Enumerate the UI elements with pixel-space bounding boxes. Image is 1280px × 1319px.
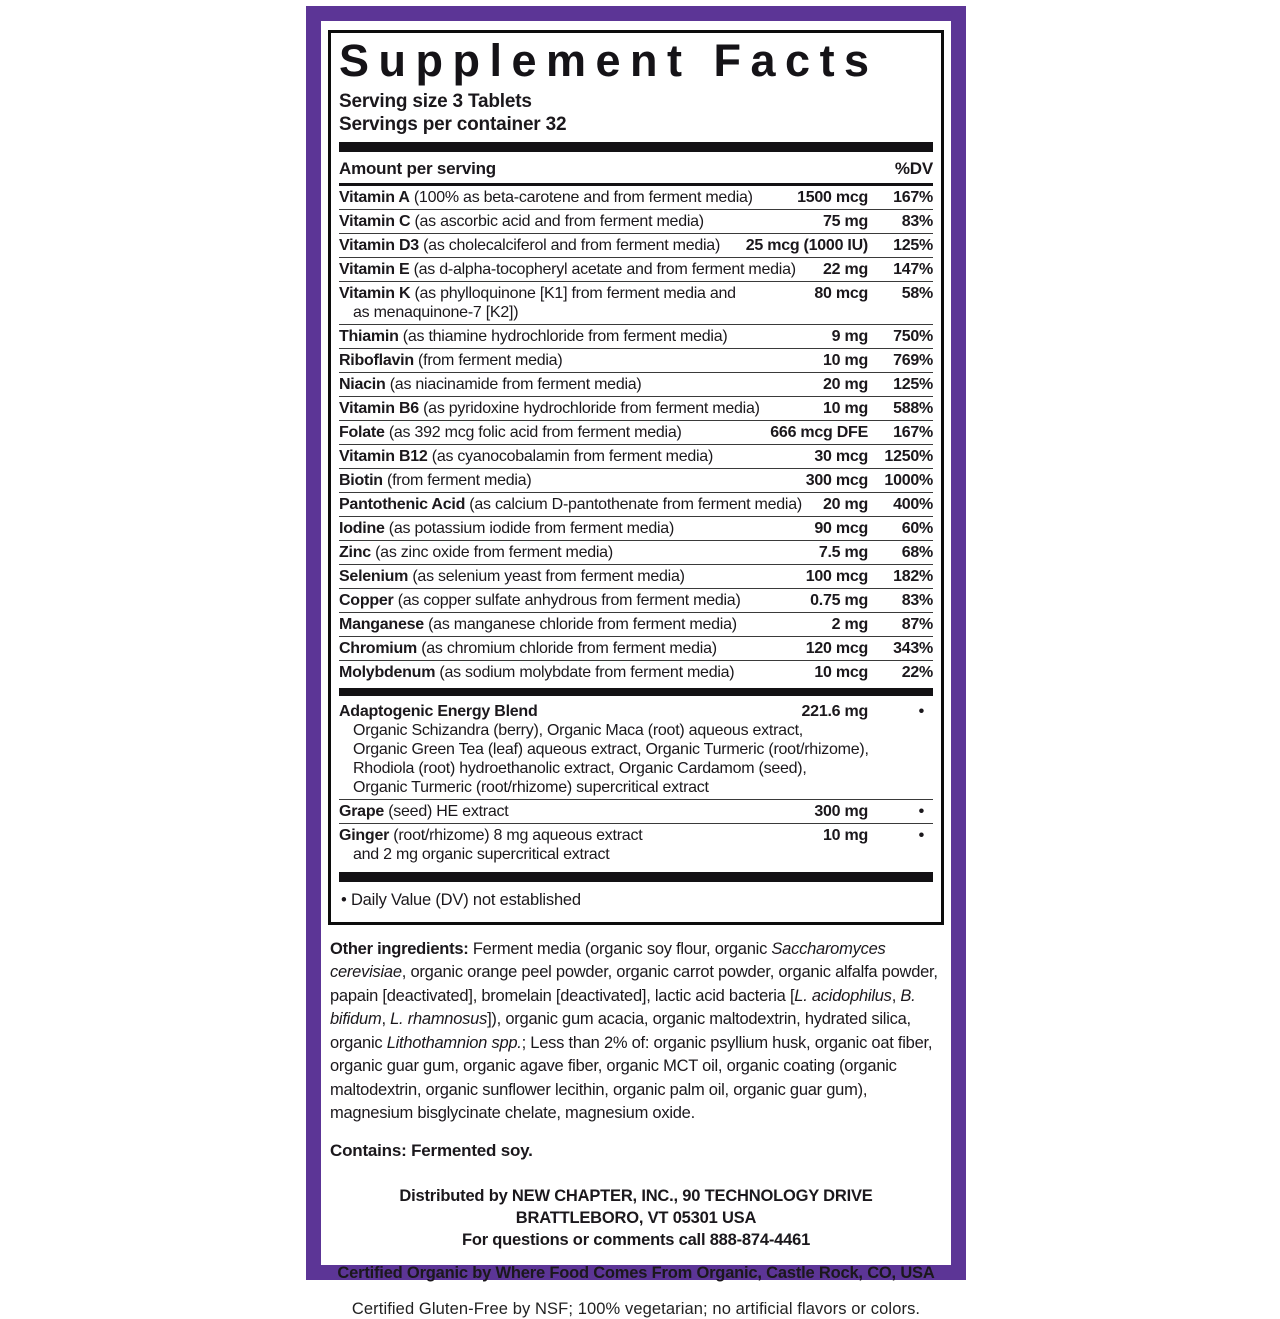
certified-organic-line: Certified Organic by Where Food Comes From Organic, Castle Rock, CO, USA	[337, 1263, 935, 1282]
nutrient-desc: (as zinc oxide from ferment media)	[370, 543, 613, 561]
nutrient-amount: 20 mg	[823, 495, 868, 513]
nutrient-desc: (as phylloquinone [K1] from ferment media and	[410, 284, 736, 302]
nutrient-amount: 10 mcg	[814, 663, 868, 681]
ingredients-text: ,	[891, 986, 901, 1005]
nutrient-desc: (as manganese chloride from ferment media)	[423, 615, 737, 633]
table-row	[339, 799, 933, 823]
table-row	[339, 468, 933, 492]
nutrient-name: Chromium	[339, 639, 417, 657]
separator-bar-top	[339, 142, 933, 152]
table-row	[339, 233, 933, 257]
nutrient-name: Vitamin K	[339, 284, 411, 302]
table-row	[339, 540, 933, 564]
nutrient-name: Thiamin	[339, 327, 399, 345]
nutrient-amount: 10 mg	[823, 351, 868, 369]
nutrient-name: Vitamin A	[339, 188, 410, 206]
nutrient-desc: (as d-alpha-tocopheryl acetate and from ferment media)	[409, 260, 796, 278]
nutrient-dv: 147%	[893, 260, 933, 278]
nutrient-amount: 9 mg	[831, 327, 868, 345]
ingredients-text: ,	[381, 1010, 391, 1029]
nutrient-name: Adaptogenic Energy Blend	[339, 702, 538, 720]
table-row	[339, 281, 933, 324]
dv-header: %DV	[894, 158, 933, 178]
nutrient-amount: 666 mcg DFE	[770, 423, 868, 441]
nutrient-dv: 83%	[901, 212, 933, 230]
nutrient-amount: 22 mg	[823, 260, 868, 278]
footer	[330, 1185, 942, 1319]
nutrient-amount: 10 mg	[823, 826, 868, 844]
nutrient-dv: 750%	[893, 327, 933, 345]
nutrient-continuation: and 2 mg organic supercritical extract	[353, 845, 610, 863]
nutrient-name: Vitamin B12	[339, 447, 428, 465]
nutrient-name: Riboflavin	[339, 351, 414, 369]
nutrient-desc: (as ascorbic acid and from ferment media)	[410, 212, 704, 230]
nutrient-name: Iodine	[339, 519, 385, 537]
separator-bar-middle	[339, 688, 933, 696]
nutrient-desc: (as 392 mcg folic acid from ferment media)	[384, 423, 682, 441]
nutrient-dv: 1250%	[884, 447, 933, 465]
amount-per-serving-header: Amount per serving	[339, 158, 496, 178]
serving-size: Serving size 3 Tablets	[339, 90, 532, 112]
table-row	[339, 700, 933, 799]
table-row	[339, 660, 933, 684]
nutrient-dv: 87%	[901, 615, 933, 633]
nutrient-amount: 10 mg	[823, 399, 868, 417]
nutrient-name: Ginger	[339, 826, 390, 844]
table-row	[339, 444, 933, 468]
nutrient-amount: 2 mg	[831, 615, 868, 633]
nutrient-name: Niacin	[339, 375, 386, 393]
nutrient-desc: (seed) HE extract	[384, 802, 509, 820]
nutrient-dv: 22%	[901, 663, 933, 681]
nutrient-dv: 400%	[893, 495, 933, 513]
nutrient-name: Zinc	[339, 543, 371, 561]
questions-line: For questions or comments call 888-874-4461	[461, 1230, 811, 1249]
label-content	[321, 21, 951, 1319]
nutrient-rows	[339, 186, 933, 684]
distributor-block	[330, 1185, 942, 1251]
column-header-row	[339, 156, 933, 186]
table-row	[339, 209, 933, 233]
nutrient-name: Molybdenum	[339, 663, 436, 681]
blend-rows	[339, 700, 933, 866]
nutrient-amount: 7.5 mg	[818, 543, 868, 561]
nutrient-continuation: Organic Schizandra (berry), Organic Maca (root) aqueous extract,	[353, 721, 803, 739]
nutrient-continuation: as menaquinone-7 [K2])	[353, 303, 519, 321]
nutrient-desc: (as potassium iodide from ferment media)	[384, 519, 675, 537]
nutrient-desc: (as selenium yeast from ferment media)	[408, 567, 685, 585]
certified-gluten-free-line: Certified Gluten-Free by NSF; 100% vegetarian; no artificial flavors or colors.	[351, 1299, 921, 1318]
nutrient-amount: 1500 mcg	[797, 188, 868, 206]
nutrient-name: Pantothenic Acid	[339, 495, 466, 513]
nutrient-amount: 80 mcg	[814, 284, 868, 302]
other-ingredients-label: Other ingredients:	[330, 939, 469, 958]
nutrient-amount: 221.6 mg	[801, 702, 868, 720]
nutrient-amount: 25 mcg (1000 IU)	[745, 236, 868, 254]
nutrient-dv: 167%	[893, 188, 933, 206]
nutrient-name: Vitamin D3	[339, 236, 419, 254]
daily-value-footnote: • Daily Value (DV) not established	[341, 890, 581, 909]
nutrient-amount: 300 mg	[814, 802, 868, 820]
nutrient-amount: 75 mg	[823, 212, 868, 230]
nutrient-name: Vitamin E	[339, 260, 410, 278]
nutrient-desc: (from ferment media)	[382, 471, 532, 489]
table-row	[339, 492, 933, 516]
table-row	[339, 324, 933, 348]
distributor-line-2: BRATTLEBORO, VT 05301 USA	[515, 1208, 757, 1227]
nutrient-name: Biotin	[339, 471, 383, 489]
nutrient-dv: •	[918, 702, 924, 720]
nutrient-name: Folate	[339, 423, 385, 441]
nutrient-dv: 769%	[893, 351, 933, 369]
nutrient-dv: 68%	[901, 543, 933, 561]
nutrient-amount: 20 mg	[823, 375, 868, 393]
nutrient-desc: (as niacinamide from ferment media)	[385, 375, 642, 393]
servings-per-container: Servings per container 32	[339, 113, 567, 135]
species-name: Saccharomyces cerevisiae	[330, 939, 886, 982]
nutrient-name: Manganese	[339, 615, 424, 633]
nutrient-amount: 30 mcg	[814, 447, 868, 465]
ingredients-text: ]), organic gum acacia, organic maltodextrin, hydrated silica, organic	[330, 1010, 911, 1052]
nutrient-desc: (root/rhizome) 8 mg aqueous extract	[389, 826, 643, 844]
ingredients-text: , organic orange peel powder, organic carrot powder, organic alfalfa powder, papain [deactivated], bromelain [deactivated], lactic acid bacteria [	[330, 963, 938, 1005]
nutrient-desc: (as pyridoxine hydrochloride from ferment media)	[418, 399, 760, 417]
table-row	[339, 372, 933, 396]
nutrient-dv: 1000%	[884, 471, 933, 489]
nutrient-desc: (as sodium molybdate from ferment media)	[435, 663, 735, 681]
nutrient-dv: 167%	[893, 423, 933, 441]
supplement-facts-panel	[328, 30, 944, 925]
nutrient-dv: •	[918, 826, 924, 844]
table-row	[339, 186, 933, 209]
species-name: L. rhamnosus	[390, 1010, 488, 1029]
nutrient-desc: (as thiamine hydrochloride from ferment media)	[398, 327, 728, 345]
nutrient-dv: 125%	[893, 236, 933, 254]
table-row	[339, 348, 933, 372]
ingredients-text: ; Less than 2% of: organic psyllium husk, organic oat fiber, organic guar gum, organic agave fiber, organic MCT oil, organic coating (organic maltodextrin, organic sunflower lecithin, organic palm oil, organic guar gum), magnesium bisglycinate chelate, magnesium oxide.	[330, 1033, 933, 1123]
nutrient-name: Vitamin C	[339, 212, 411, 230]
species-name: B. bifidum	[330, 986, 916, 1029]
nutrient-dv: 83%	[901, 591, 933, 609]
nutrient-dv: 182%	[893, 567, 933, 585]
distributor-line-1: Distributed by NEW CHAPTER, INC., 90 TECHNOLOGY DRIVE	[399, 1186, 873, 1205]
nutrient-continuation: Organic Green Tea (leaf) aqueous extract, Organic Turmeric (root/rhizome),	[353, 740, 869, 758]
table-row	[339, 564, 933, 588]
table-row	[339, 396, 933, 420]
nutrient-amount: 300 mcg	[805, 471, 868, 489]
contains-statement: Contains: Fermented soy.	[330, 1140, 533, 1160]
nutrient-continuation: Organic Turmeric (root/rhizome) supercritical extract	[353, 778, 709, 796]
nutrient-dv: 125%	[893, 375, 933, 393]
nutrient-name: Selenium	[339, 567, 409, 585]
table-row	[339, 420, 933, 444]
species-name: L. acidophilus	[794, 986, 892, 1005]
table-row	[339, 588, 933, 612]
nutrient-dv: 588%	[893, 399, 933, 417]
purple-border-frame	[306, 6, 966, 1318]
table-row	[339, 516, 933, 540]
table-row	[339, 636, 933, 660]
separator-bar-bottom	[339, 872, 933, 882]
below-panel-text	[328, 938, 944, 1319]
other-ingredients	[330, 938, 942, 1126]
nutrient-desc: (as copper sulfate anhydrous from ferment media)	[393, 591, 741, 609]
nutrient-desc: (as calcium D-pantothenate from ferment media)	[465, 495, 802, 513]
nutrient-amount: 0.75 mg	[810, 591, 868, 609]
nutrient-desc: (as cholecalciferol and from ferment media)	[418, 236, 721, 254]
nutrient-desc: (as cyanocobalamin from ferment media)	[427, 447, 714, 465]
nutrient-dv: 58%	[901, 284, 933, 302]
table-row	[339, 257, 933, 281]
nutrient-continuation: Rhodiola (root) hydroethanolic extract, Organic Cardamom (seed),	[353, 759, 807, 777]
nutrient-name: Copper	[339, 591, 394, 609]
species-name: Lithothamnion spp.	[386, 1033, 522, 1052]
nutrient-amount: 120 mcg	[805, 639, 868, 657]
nutrient-dv: 60%	[901, 519, 933, 537]
ingredients-text: Ferment media (organic soy flour, organic	[468, 939, 772, 958]
nutrient-desc: (100% as beta-carotene and from ferment media)	[409, 188, 753, 206]
nutrient-desc: (as chromium chloride from ferment media)	[417, 639, 717, 657]
nutrient-name: Grape	[339, 802, 384, 820]
table-row	[339, 823, 933, 866]
nutrient-amount: 90 mcg	[814, 519, 868, 537]
nutrient-desc: (from ferment media)	[413, 351, 563, 369]
nutrient-dv: 343%	[893, 639, 933, 657]
nutrient-name: Vitamin B6	[339, 399, 419, 417]
nutrient-amount: 100 mcg	[805, 567, 868, 585]
table-row	[339, 612, 933, 636]
panel-title: Supplement Facts	[339, 35, 879, 86]
nutrient-dv: •	[918, 802, 924, 820]
